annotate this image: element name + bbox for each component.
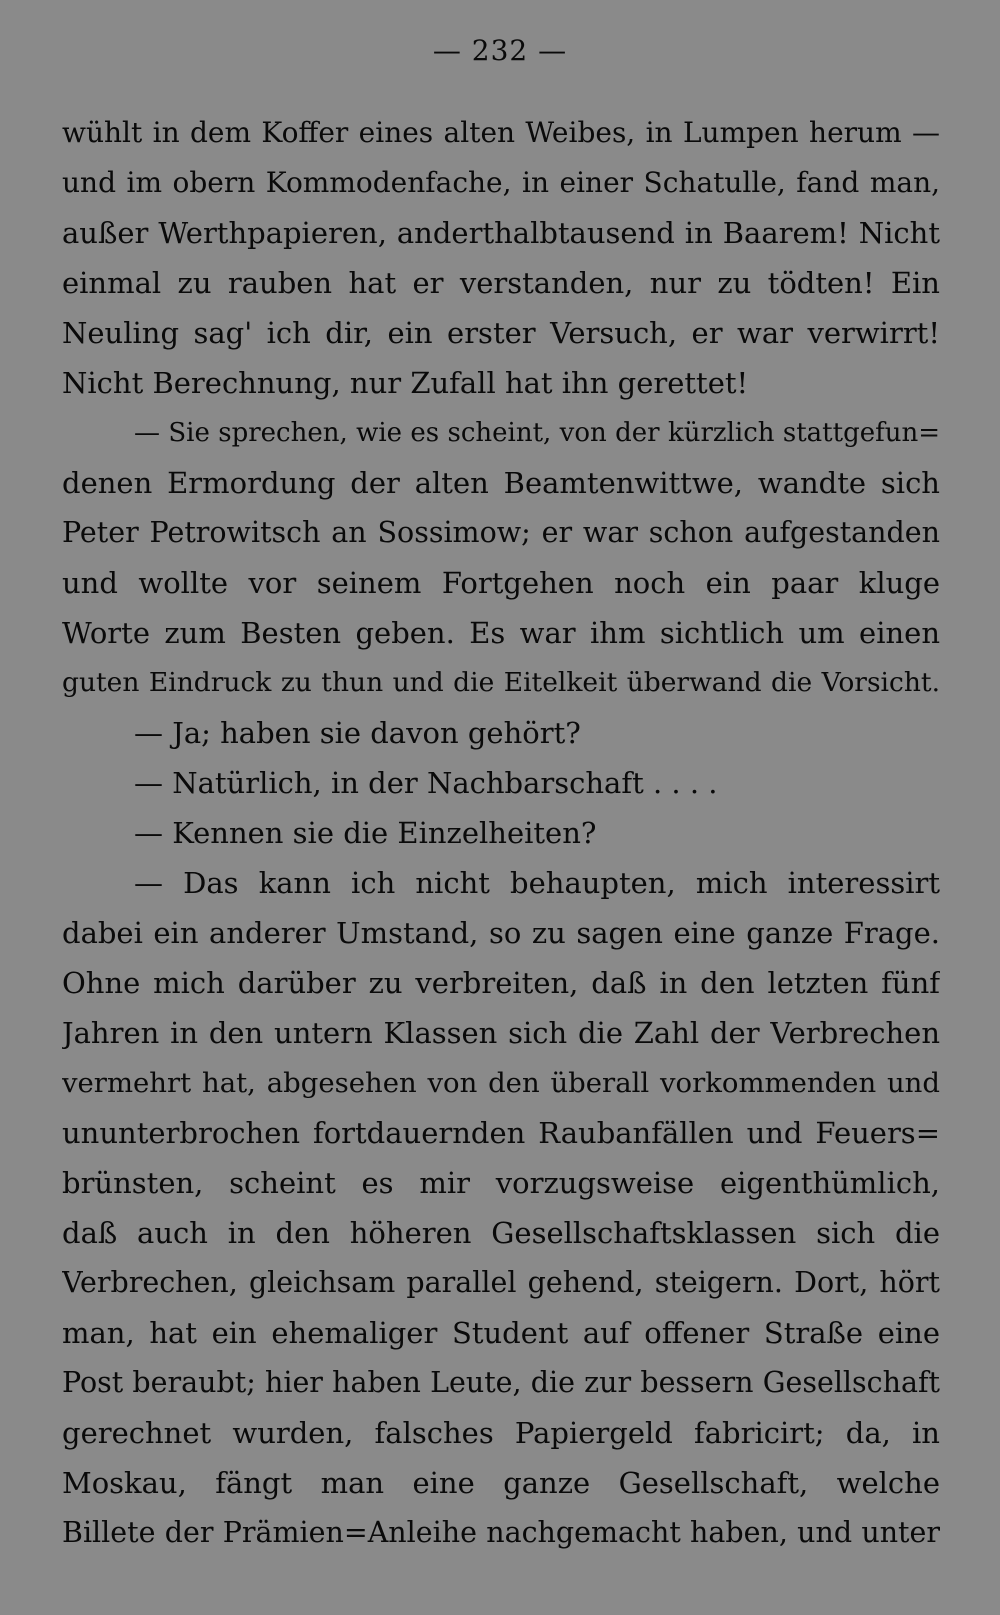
text-line: daß auch in den höheren Gesellschaftsklassen sich die xyxy=(62,1216,940,1250)
text-line: und wollte vor seinem Fortgehen noch ein paar kluge xyxy=(62,566,940,600)
text-line: Jahren in den untern Klassen sich die Zahl der Verbrechen xyxy=(62,1016,940,1050)
text-line: denen Ermordung der alten Beamtenwittwe, wandte sich xyxy=(62,466,940,500)
text-line: Nicht Berechnung, nur Zufall hat ihn gerettet! xyxy=(62,366,749,400)
text-line: wühlt in dem Koffer eines alten Weibes, in Lumpen herum — xyxy=(62,116,940,149)
text-line: — Sie sprechen, wie es scheint, von der kürzlich stattgefun= xyxy=(134,418,940,448)
text-line: Verbrechen, gleichsam parallel gehend, steigern. Dort, hört xyxy=(62,1266,940,1299)
text-line: Worte zum Besten geben. Es war ihm sichtlich um einen xyxy=(62,616,940,650)
body-text xyxy=(62,108,940,1558)
text-line: ununterbrochen fortdauernden Raubanfällen und Feuers= xyxy=(62,1116,940,1150)
text-line: gerechnet wurden, falsches Papiergeld fabricirt; da, in xyxy=(62,1416,940,1450)
text-line: Ohne mich darüber zu verbreiten, daß in den letzten fünf xyxy=(62,966,940,1000)
text-line: man, hat ein ehemaliger Student auf offener Straße eine xyxy=(62,1316,940,1350)
text-line: einmal zu rauben hat er verstanden, nur zu tödten! Ein xyxy=(62,266,940,300)
text-line: vermehrt hat, abgesehen von den überall vorkommenden und xyxy=(62,1067,940,1099)
text-line: — Das kann ich nicht behaupten, mich interessirt xyxy=(134,866,940,900)
text-line: und im obern Kommodenfache, in einer Schatulle, fand man, xyxy=(62,166,940,199)
text-line: brünsten, scheint es mir vorzugsweise eigenthümlich, xyxy=(62,1166,940,1200)
text-line: Neuling sag' ich dir, ein erster Versuch, er war verwirrt! xyxy=(62,316,940,350)
text-line: Post beraubt; hier haben Leute, die zur bessern Gesellschaft xyxy=(62,1366,940,1399)
page-number: — 232 — xyxy=(432,34,568,67)
text-line: Moskau, fängt man eine ganze Gesellschaft, welche xyxy=(62,1466,940,1500)
text-line: dabei ein anderer Umstand, so zu sagen eine ganze Frage. xyxy=(62,916,940,950)
text-line: — Natürlich, in der Nachbarschaft . . . . xyxy=(134,766,718,800)
text-line: außer Werthpapieren, anderthalbtausend in Baarem! Nicht xyxy=(62,216,940,250)
text-line: — Kennen sie die Einzelheiten? xyxy=(134,816,597,850)
text-line: — Ja; haben sie davon gehört? xyxy=(134,716,581,750)
text-line: Billete der Prämien=Anleihe nachgemacht haben, und unter xyxy=(62,1516,940,1549)
text-line: Peter Petrowitsch an Sossimow; er war schon aufgestanden xyxy=(62,516,940,549)
text-line: guten Eindruck zu thun und die Eitelkeit überwand die Vorsicht. xyxy=(62,667,940,698)
